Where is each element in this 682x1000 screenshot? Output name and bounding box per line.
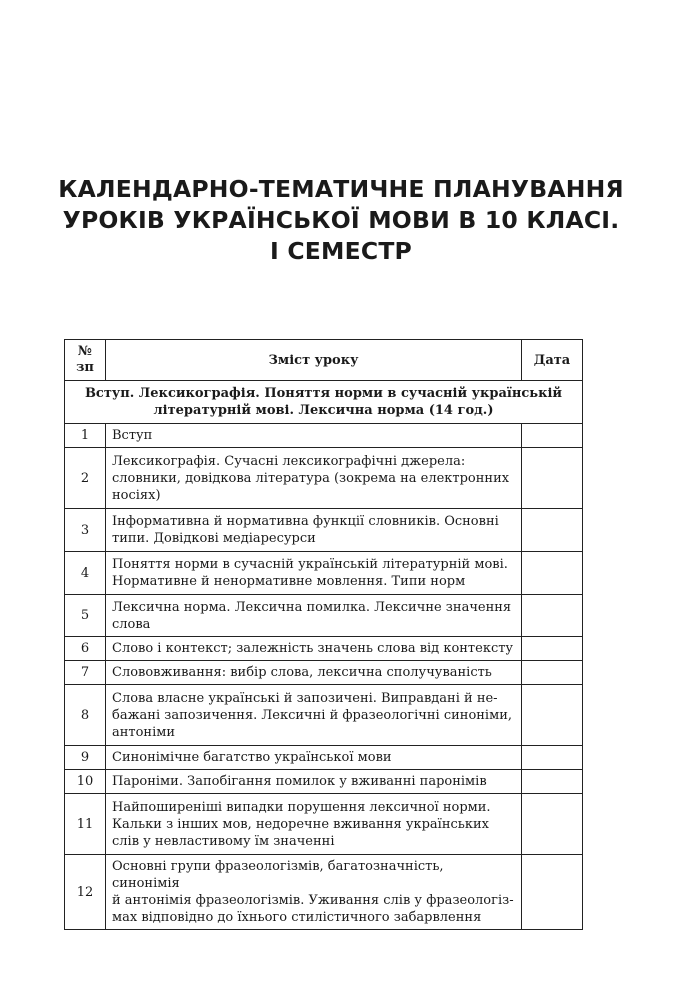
row-content: Основні групи фразеологізмів, багатозначність, синонімія й антонімія фразеологізмів. Уживання слів у фразеологіз- мах відповідно до їхнього стилістичного забарвлення (106, 855, 522, 930)
table-row (65, 685, 583, 746)
row-date (522, 424, 583, 448)
row-number: 5 (65, 595, 106, 637)
table-row (65, 448, 583, 509)
table-header-row (65, 340, 583, 381)
row-number: 10 (65, 770, 106, 794)
row-content: Лексикографія. Сучасні лексикографічні джерела: словники, довідкова література (зокрема на електронних носіях) (106, 448, 522, 509)
row-content: Лексична норма. Лексична помилка. Лексичне значення слова (106, 595, 522, 637)
row-content: Поняття норми в сучасній українській літературній мові. Нормативне й ненормативне мовлення. Типи норм (106, 552, 522, 595)
table-row (65, 637, 583, 661)
row-content: Слово і контекст; залежність значень слова від контексту (106, 637, 522, 661)
header-content: Зміст уроку (106, 340, 522, 381)
header-date: Дата (522, 340, 583, 381)
header-number (65, 340, 106, 381)
table-row (65, 661, 583, 685)
row-content: Інформативна й нормативна функції словників. Основні типи. Довідкові медіаресурси (106, 509, 522, 552)
row-content: Пароніми. Запобігання помилок у вживанні паронімів (106, 770, 522, 794)
row-date (522, 448, 583, 509)
row-number: 12 (65, 855, 106, 930)
title-line-1: КАЛЕНДАРНО-ТЕМАТИЧНЕ ПЛАНУВАННЯ (58, 175, 624, 203)
header-number-symbol: № (77, 344, 93, 359)
row-number: 7 (65, 661, 106, 685)
row-date (522, 595, 583, 637)
row-content: Слововживання: вибір слова, лексична сполучуваність (106, 661, 522, 685)
page-title (0, 174, 682, 267)
table-row (65, 746, 583, 770)
section-row (65, 381, 583, 424)
row-number: 4 (65, 552, 106, 595)
row-date (522, 509, 583, 552)
lesson-plan-table (64, 339, 583, 930)
row-number: 3 (65, 509, 106, 552)
row-number: 2 (65, 448, 106, 509)
header-number-abbrev: зп (76, 360, 94, 375)
table-row (65, 794, 583, 855)
row-date (522, 770, 583, 794)
row-date (522, 746, 583, 770)
table-row (65, 770, 583, 794)
table-row (65, 509, 583, 552)
row-date (522, 794, 583, 855)
row-number: 8 (65, 685, 106, 746)
row-content: Синонімічне багатство української мови (106, 746, 522, 770)
row-number: 6 (65, 637, 106, 661)
row-content: Найпоширеніші випадки порушення лексичної норми. Кальки з інших мов, недоречне вживання українських слів у невластивому їм значенні (106, 794, 522, 855)
row-date (522, 552, 583, 595)
table-row (65, 595, 583, 637)
table-row (65, 855, 583, 930)
title-line-2: УРОКІВ УКРАЇНСЬКОЇ МОВИ В 10 КЛАСІ. (62, 206, 620, 234)
row-date (522, 685, 583, 746)
row-number: 1 (65, 424, 106, 448)
table-row (65, 424, 583, 448)
section-title: Вступ. Лексикографія. Поняття норми в сучасній українській літературній мові. Лексична норма (14 год.) (65, 381, 583, 424)
table-row (65, 552, 583, 595)
row-date (522, 855, 583, 930)
row-number: 11 (65, 794, 106, 855)
row-number: 9 (65, 746, 106, 770)
row-date (522, 661, 583, 685)
row-content: Вступ (106, 424, 522, 448)
title-line-3: І СЕМЕСТР (270, 237, 412, 265)
row-date (522, 637, 583, 661)
row-content: Слова власне українські й запозичені. Виправдані й не- бажані запозичення. Лексичні й фразеологічні синоніми, антоніми (106, 685, 522, 746)
